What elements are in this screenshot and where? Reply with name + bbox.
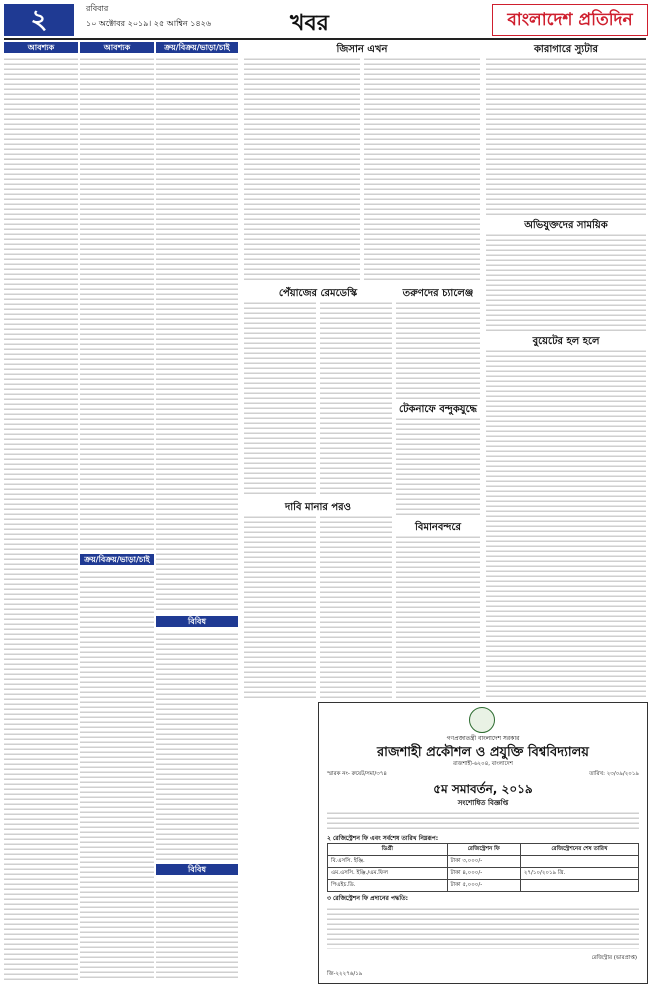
article-body <box>244 55 360 281</box>
article-headline: কারাগারে স্যুটার <box>533 44 599 55</box>
article-body <box>364 55 480 281</box>
date-label: ১০ অক্টোবর ২০১৯। ২৫ আশ্বিন ১৪২৬ <box>86 19 212 28</box>
memo-number: স্মারক নং- রুয়েট/সমা/৩৭৪ <box>327 771 387 777</box>
column-header: বিবিধ <box>156 864 238 875</box>
table-cell <box>520 880 638 892</box>
column-header: আবশ্যক <box>80 42 154 53</box>
news-area <box>244 42 646 700</box>
article-body <box>396 415 480 515</box>
article-body <box>486 347 646 697</box>
signatory: রেজিস্ট্রার (ভারপ্রাপ্ত) <box>591 955 637 961</box>
university-name: রাজশাহী প্রকৌশল ও প্রযুক্তি বিশ্ববিদ্যালয় <box>377 745 589 760</box>
page-header <box>0 0 650 38</box>
convocation-title: ৫ম সমাবর্তন, ২০১৯ <box>433 782 533 796</box>
article-headline: দাবি মানার পরও <box>284 502 351 513</box>
table-cell <box>520 856 638 868</box>
notice-subtitle: সংশোধিত বিজ্ঞপ্তি <box>457 799 509 807</box>
classified-text-block <box>4 55 78 980</box>
classified-text-block <box>80 55 154 550</box>
classified-text-block <box>80 568 154 980</box>
article-headline: বিমানবন্দরে <box>415 522 461 533</box>
table-header-row <box>328 844 639 856</box>
article-headline: পেঁয়াজের রেমডেস্কি <box>278 288 358 299</box>
column-header: বিবিধ <box>156 616 238 627</box>
article-headline: তরুণদের চ্যালেঞ্জ <box>402 288 474 299</box>
classified-text-block <box>156 878 238 980</box>
university-emblem-icon <box>469 707 495 733</box>
article-body <box>396 533 480 699</box>
table-cell: এম.এসসি. ইঞ্জি./এম.ফিল <box>328 868 448 880</box>
table-row <box>328 856 639 868</box>
table-header: রেজিস্ট্রেশনের শেষ তারিখ <box>520 844 638 856</box>
article-headline: বুয়েটের হল হলে <box>532 336 600 347</box>
article-body <box>396 299 480 399</box>
table-cell: টাকা ৩,০০০/- <box>447 856 520 868</box>
university-address: রাজশাহী-৬২০৪, বাংলাদেশ <box>453 761 513 767</box>
table-row <box>328 880 639 892</box>
article-body <box>244 513 316 699</box>
gov-line: গণপ্রজাতন্ত্রী বাংলাদেশ সরকার <box>446 735 520 742</box>
article-body <box>244 299 316 495</box>
column-header: ক্রয়/বিক্রয়/ভাড়া/চাই <box>156 42 238 53</box>
section-heading: ৩ রেজিস্ট্রেশন ফি প্রদানের পদ্ধতি: <box>327 895 409 902</box>
column-header: আবশ্যক <box>4 42 78 53</box>
table-cell: টাকা ৫,০০০/- <box>447 880 520 892</box>
notice-body <box>327 905 639 949</box>
advertisement-code: জি-২২২৭৬/১৯ <box>327 971 363 977</box>
header-rule <box>4 38 646 40</box>
classified-text-block <box>156 55 238 613</box>
table-cell: টাকা ৪,০০০/- <box>447 868 520 880</box>
table-cell: বি.এসসি. ইঞ্জি. <box>328 856 448 868</box>
column-header: ক্রয়/বিক্রয়/ভাড়া/চাই <box>80 554 154 565</box>
table-cell: ২৭/১০/২০১৯ খ্রি. <box>520 868 638 880</box>
table-header: রেজিস্ট্রেশন ফি <box>447 844 520 856</box>
day-label: রবিবার <box>86 4 109 13</box>
section-heading: ২ রেজিস্ট্রেশন ফি এবং সর্বশেষ তারিখ নিম্নরূপ: <box>327 835 439 842</box>
table-cell: পিএইচ.ডি. <box>328 880 448 892</box>
convocation-notice <box>318 702 648 984</box>
page-number: ২ <box>4 4 74 36</box>
article-body <box>486 231 646 331</box>
masthead-logo: বাংলাদেশ প্রতিদিন <box>492 4 648 36</box>
article-headline: অভিযুক্তদের সাময়িক <box>524 220 608 231</box>
article-body <box>320 299 392 495</box>
classified-column-3 <box>156 42 238 982</box>
table-header: ডিগ্রী <box>328 844 448 856</box>
article-body <box>486 55 646 215</box>
section-title: খবর <box>290 11 329 36</box>
table-row <box>328 868 639 880</box>
memo-date: তারিখ: ২৩/০৯/২০১৯ <box>589 771 639 777</box>
classified-column-2 <box>80 42 154 982</box>
classified-column-1 <box>4 42 78 982</box>
notice-body <box>327 809 639 829</box>
registration-fee-table <box>327 843 639 892</box>
classified-text-block <box>156 630 238 860</box>
article-body <box>320 513 392 699</box>
article-headline: জিসান এখন <box>336 44 388 55</box>
article-headline: টেকনাফে বন্দুকযুদ্ধে <box>399 404 477 415</box>
